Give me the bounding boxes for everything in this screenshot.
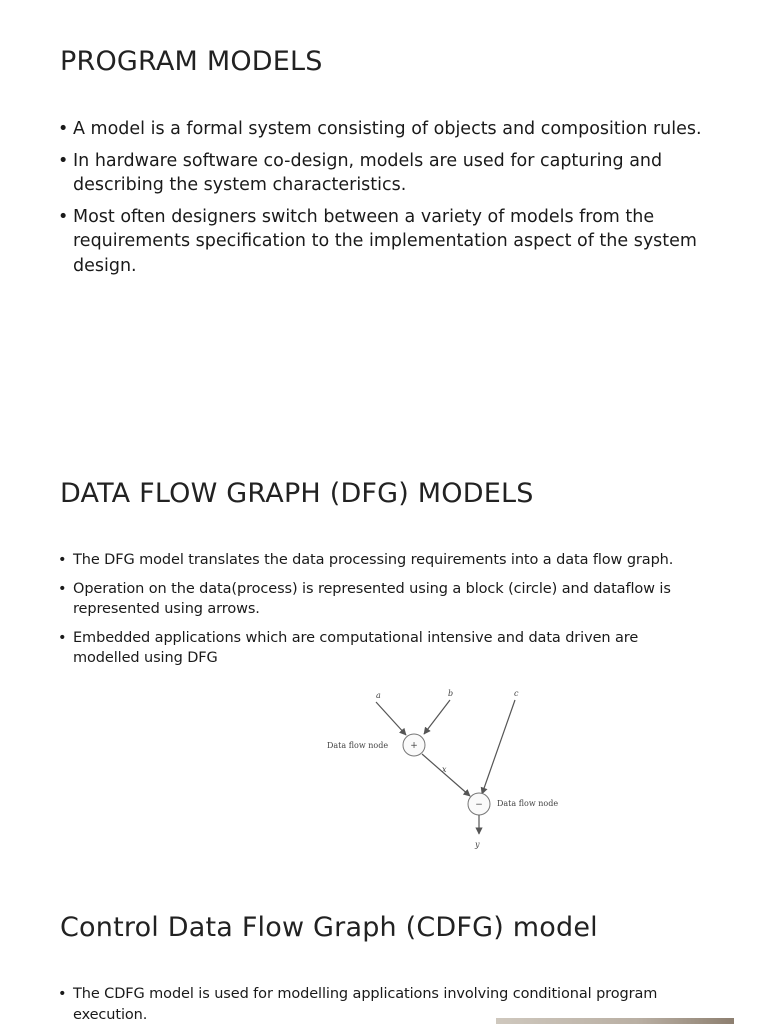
edge-x bbox=[422, 754, 470, 796]
input-b-label: b bbox=[448, 689, 454, 698]
edge-a-to-node1 bbox=[376, 702, 406, 735]
node2-label: Data flow node bbox=[497, 799, 559, 808]
bullet-item: • A model is a formal system consisting of objects and composition rules. bbox=[58, 117, 713, 142]
input-c-label: c bbox=[514, 689, 519, 698]
bullet-list bbox=[58, 117, 713, 285]
node1-operator: + bbox=[410, 741, 418, 751]
bullet-item: • The CDFG model is used for modelling applications involving conditional program execution. bbox=[58, 984, 723, 1025]
bullet-item: • Operation on the data(process) is represented using a block (circle) and dataflow is represented using arrows. bbox=[58, 579, 723, 620]
edge-b-to-node1 bbox=[424, 700, 450, 734]
slide-title: DATA FLOW GRAPH (DFG) MODELS bbox=[60, 478, 534, 509]
dfg-diagram bbox=[318, 672, 580, 862]
output-y-label: y bbox=[475, 840, 480, 849]
node2-operator: − bbox=[475, 800, 483, 810]
decorative-image bbox=[496, 1018, 734, 1024]
slide-title: Control Data Flow Graph (CDFG) model bbox=[60, 912, 598, 943]
input-a-label: a bbox=[376, 691, 381, 700]
bullet-item: • In hardware software co-design, models are used for capturing and describing the system characteristics. bbox=[58, 149, 713, 198]
node1-label: Data flow node bbox=[327, 741, 389, 750]
bullet-list bbox=[58, 984, 723, 1033]
slide-title: PROGRAM MODELS bbox=[60, 46, 323, 77]
bullet-item: • Embedded applications which are computational intensive and data driven are modelled using DFG bbox=[58, 628, 673, 669]
edge-x-label: x bbox=[442, 765, 447, 774]
bullet-item: • Most often designers switch between a variety of models from the requirements specification to the implementation aspect of the system design. bbox=[58, 205, 713, 279]
edge-c-to-node2 bbox=[482, 700, 515, 794]
bullet-list bbox=[58, 550, 723, 677]
bullet-item: • The DFG model translates the data processing requirements into a data flow graph. bbox=[58, 550, 723, 571]
